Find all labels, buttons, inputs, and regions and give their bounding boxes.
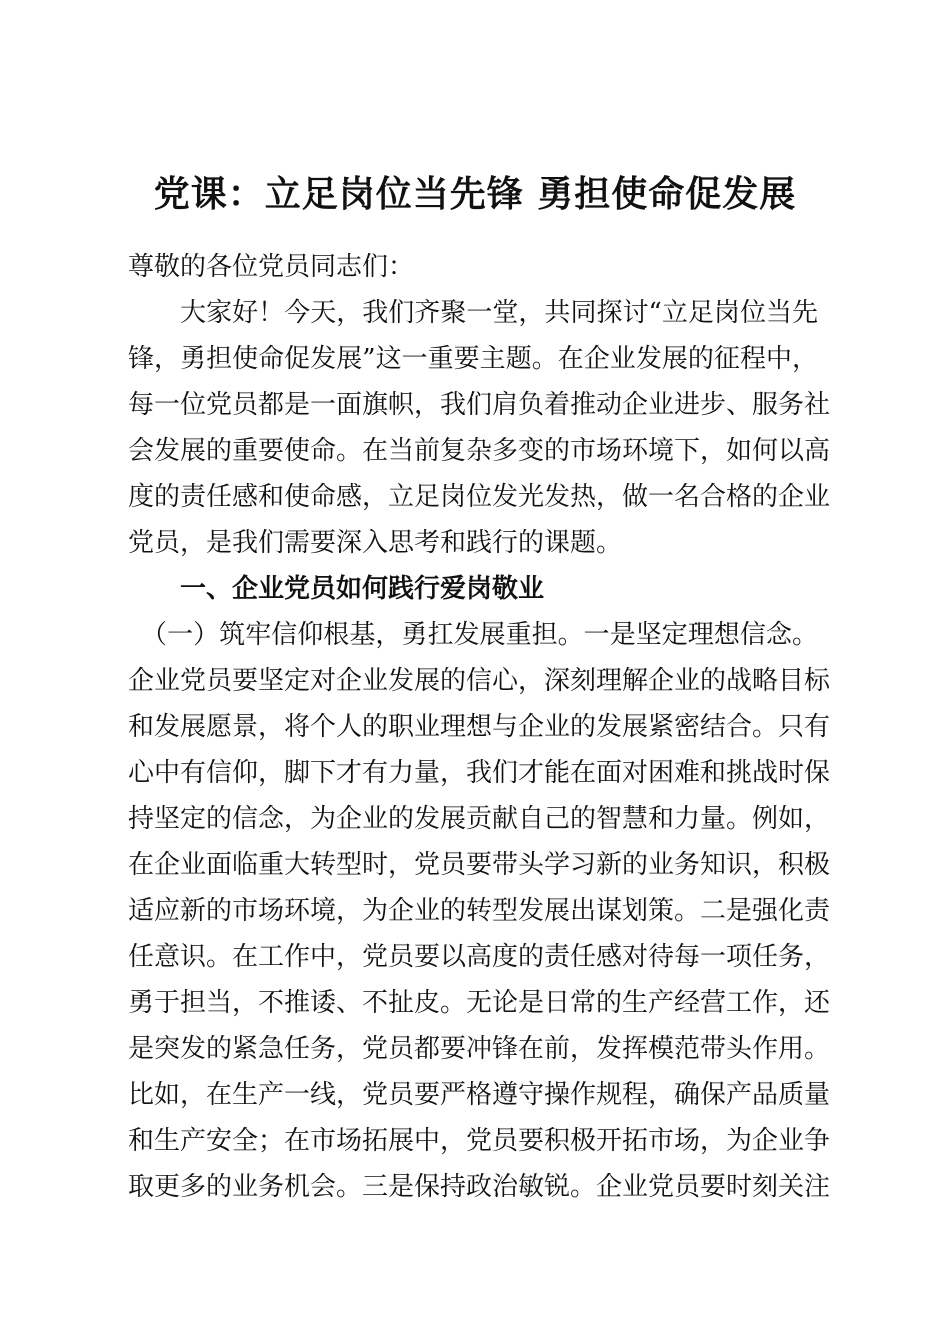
section-line: 比如，在生产一线，党员要严格遵守操作规程，确保产品质量 — [128, 1080, 831, 1110]
section-line: 企业党员要坚定对企业发展的信心，深刻理解企业的战略目标 — [128, 666, 831, 696]
intro-line: 党员，是我们需要深入思考和践行的课题。 — [128, 528, 623, 558]
section-line: 和发展愿景，将个人的职业理想与企业的发展紧密结合。只有 — [128, 712, 831, 742]
section-line: 任意识。在工作中，党员要以高度的责任感对待每一项任务， — [128, 942, 831, 972]
intro-line: 度的责任感和使命感，立足岗位发光发热，做一名合格的企业 — [128, 482, 831, 512]
salutation: 尊敬的各位党员同志们： — [128, 252, 415, 282]
document-title: 党课：立足岗位当先锋 勇担使命促发展 — [153, 173, 797, 215]
intro-line: 锋，勇担使命促发展”这一重要主题。在企业发展的征程中， — [128, 344, 818, 374]
section-line: 是突发的紧急任务，党员都要冲锋在前，发挥模范带头作用。 — [128, 1034, 831, 1064]
intro-line: 每一位党员都是一面旗帜，我们肩负着推动企业进步、服务社 — [128, 390, 831, 420]
section-line: 勇于担当，不推诿、不扯皮。无论是日常的生产经营工作，还 — [128, 988, 831, 1018]
section-heading: 一、企业党员如何践行爱岗敬业 — [128, 574, 545, 604]
intro-line: 大家好！今天，我们齐聚一堂，共同探讨“立足岗位当先 — [128, 298, 818, 328]
section-line: 适应新的市场环境，为企业的转型发展出谋划策。二是强化责 — [128, 896, 831, 926]
section-line: 持坚定的信念，为企业的发展贡献自己的智慧和力量。例如， — [128, 804, 831, 834]
section-line: 取更多的业务机会。三是保持政治敏锐。企业党员要时刻关注 — [128, 1172, 831, 1202]
document-body — [128, 244, 831, 1210]
section-line: （一）筑牢信仰根基，勇扛发展重担。一是坚定理想信念。 — [128, 620, 818, 650]
section-line: 在企业面临重大转型时，党员要带头学习新的业务知识，积极 — [128, 850, 831, 880]
section-line: 心中有信仰，脚下才有力量，我们才能在面对困难和挑战时保 — [128, 758, 831, 788]
intro-line: 会发展的重要使命。在当前复杂多变的市场环境下，如何以高 — [128, 436, 831, 466]
section-line: 和生产安全；在市场拓展中，党员要积极开拓市场，为企业争 — [128, 1126, 831, 1156]
